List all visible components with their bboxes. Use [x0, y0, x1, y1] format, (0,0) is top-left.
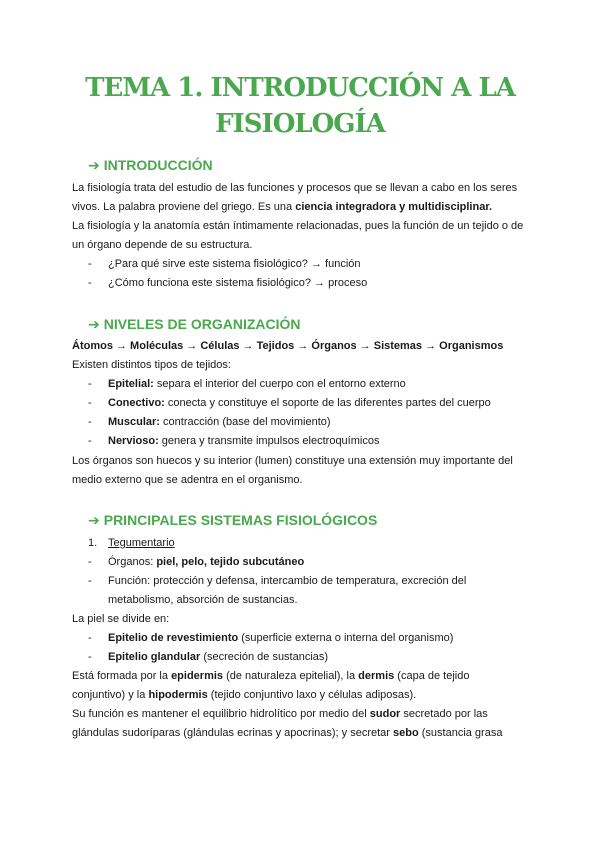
list-item: - Conectivo: conecta y constituye el soporte de las diferentes partes del cuerpo — [88, 397, 491, 409]
list-item: - Epitelio glandular (secreción de sustancias) — [88, 651, 329, 663]
list-item: - ¿Para qué sirve este sistema fisiológico? → función — [88, 258, 361, 270]
paragraph-line: conjuntivo) y la hipodermis (tejido conjuntivo laxo y células adiposas). — [72, 689, 417, 701]
list-item: - Nervioso: genera y transmite impulsos electroquímicos — [88, 435, 380, 447]
paragraph-line: La piel se divide en: — [72, 613, 170, 625]
paragraph-line: glándulas sudoríparas (glándulas ecrinas y apocrinas); y secretar sebo (sustancia grasa — [72, 727, 503, 739]
paragraph-line: Existen distintos tipos de tejidos: — [72, 359, 231, 371]
heading-niveles: ➔ NIVELES DE ORGANIZACIÓN — [88, 316, 301, 332]
paragraph-line: Su función es mantener el equilibrio hidrolítico por medio del sudor secretado por las — [72, 708, 488, 720]
paragraph-line: La fisiología trata del estudio de las funciones y procesos que se llevan a cabo en los seres — [72, 182, 518, 194]
list-item-continuation: metabolismo, absorción de sustancias. — [108, 594, 298, 606]
heading-introduccion: ➔ INTRODUCCIÓN — [88, 157, 213, 173]
list-item: - Función: protección y defensa, intercambio de temperatura, excreción del — [88, 575, 467, 587]
paragraph-line: medio externo que se adentra en el organismo. — [72, 474, 303, 486]
list-item: - ¿Cómo funciona este sistema fisiológico? → proceso — [88, 277, 368, 289]
arrow-icon: ➔ — [88, 316, 100, 332]
list-item: - Órganos: piel, pelo, tejido subcutáneo — [88, 556, 305, 568]
title-line-2: FISIOLOGÍA — [215, 109, 385, 139]
paragraph-line: vivos. La palabra proviene del griego. Es una ciencia integradora y multidisciplinar. — [72, 201, 493, 213]
list-item: - Muscular: contracción (base del movimiento) — [88, 416, 331, 428]
heading-sistemas: ➔ PRINCIPALES SISTEMAS FISIOLÓGICOS — [88, 512, 378, 528]
list-item: - Epitelio de revestimiento (superficie externa o interna del organismo) — [88, 632, 454, 644]
arrow-icon: ➔ — [88, 157, 100, 173]
list-item: 1. Tegumentario — [88, 537, 175, 549]
paragraph-line: Está formada por la epidermis (de naturaleza epitelial), la dermis (capa de tejido — [72, 670, 470, 682]
paragraph-line: La fisiología y la anatomía están íntimamente relacionadas, pues la función de un tejido o de — [72, 220, 524, 232]
page-title — [60, 70, 540, 142]
paragraph-line: Los órganos son huecos y su interior (lumen) constituye una extensión muy importante del — [72, 455, 513, 467]
title-line-1: TEMA 1. INTRODUCCIÓN A LA — [85, 73, 515, 103]
organization-chain: Átomos → Moléculas → Células → Tejidos → Órganos → Sistemas → Organismos — [72, 340, 504, 352]
list-item: - Epitelial: separa el interior del cuerpo con el entorno externo — [88, 378, 406, 390]
paragraph-line: un órgano depende de su estructura. — [72, 239, 253, 251]
arrow-icon: ➔ — [88, 512, 100, 528]
